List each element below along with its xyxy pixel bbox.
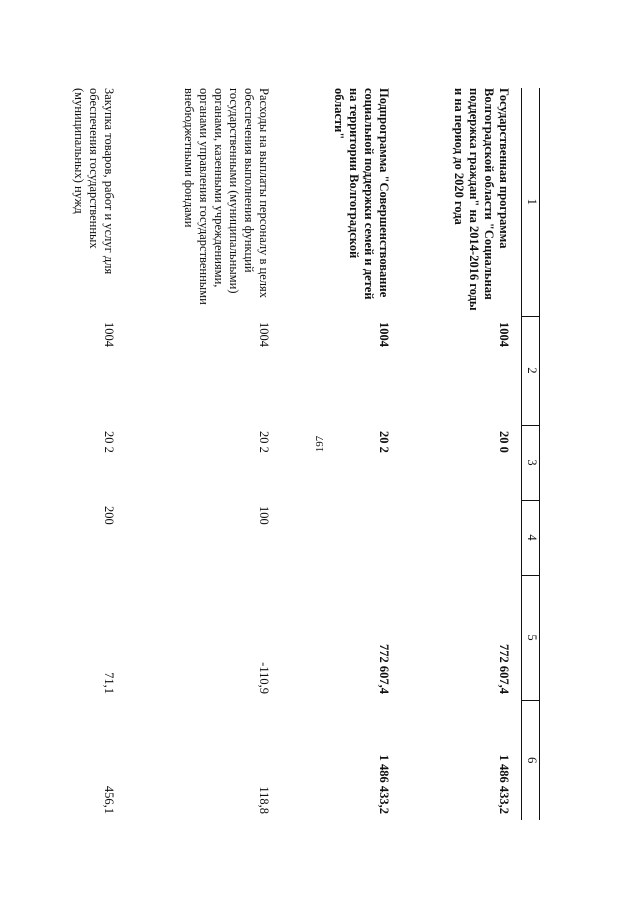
column-header-3: 3 bbox=[522, 425, 540, 500]
column-header-5: 5 bbox=[522, 575, 540, 700]
row-amount-total: 118,8 bbox=[257, 786, 271, 814]
table-row-subprogram bbox=[281, 88, 401, 820]
row-name: Государственная программа Волгоградской области "Социальная поддержка граждан" на 2014-2016 годы и на период до 2020 года bbox=[452, 88, 511, 311]
column-header-6: 6 bbox=[522, 700, 540, 820]
row-expense-type bbox=[401, 500, 522, 575]
rotated-page-content bbox=[72, 88, 540, 820]
column-header-1: 1 bbox=[522, 88, 540, 316]
row-section: 1004 bbox=[102, 322, 116, 347]
row-section: 1004 bbox=[377, 322, 391, 347]
row-name: Подпрограмма "Совершенствование социальной поддержки семей и детей на территории Волгоградской области" bbox=[332, 88, 391, 300]
row-amount-change: 772 607,4 bbox=[497, 644, 511, 694]
row-program: 20 0 bbox=[497, 431, 511, 453]
column-header-4: 4 bbox=[522, 500, 540, 575]
row-expense-type: 200 bbox=[102, 506, 116, 525]
row-section: 1004 bbox=[257, 322, 271, 347]
table-header-row bbox=[522, 88, 540, 820]
row-expense-type: 100 bbox=[257, 506, 271, 525]
row-name: Закупка товаров, работ и услуг для обеспечения государственных (муниципальных) нужд bbox=[72, 88, 116, 275]
row-amount-change: 71,1 bbox=[102, 672, 116, 694]
budget-table bbox=[46, 88, 540, 820]
column-header-2: 2 bbox=[522, 316, 540, 425]
row-expense-type bbox=[281, 500, 401, 575]
row-program: 20 2 bbox=[257, 431, 271, 453]
row-amount-change: -110,9 bbox=[257, 662, 271, 694]
table-row-procurement bbox=[46, 88, 126, 820]
row-section: 1004 bbox=[497, 322, 511, 347]
row-program: 20 2 bbox=[377, 431, 391, 453]
row-amount-total: 1 486 433,2 bbox=[377, 754, 391, 814]
page-number: 197 bbox=[314, 435, 326, 453]
row-program: 20 2 bbox=[102, 431, 116, 453]
row-amount-change: 772 607,4 bbox=[377, 644, 391, 694]
row-amount-total: 1 486 433,2 bbox=[497, 754, 511, 814]
row-name: Расходы на выплаты персоналу в целях обеспечения выполнения функций государственными (муниципальными) органами, казенными учреждениями, органами управления государственными внебюджетными фондами bbox=[182, 88, 271, 305]
row-amount-total: 456,1 bbox=[102, 785, 116, 814]
table-row-state-program bbox=[401, 88, 522, 820]
table-row-personnel-expenses bbox=[126, 88, 281, 820]
